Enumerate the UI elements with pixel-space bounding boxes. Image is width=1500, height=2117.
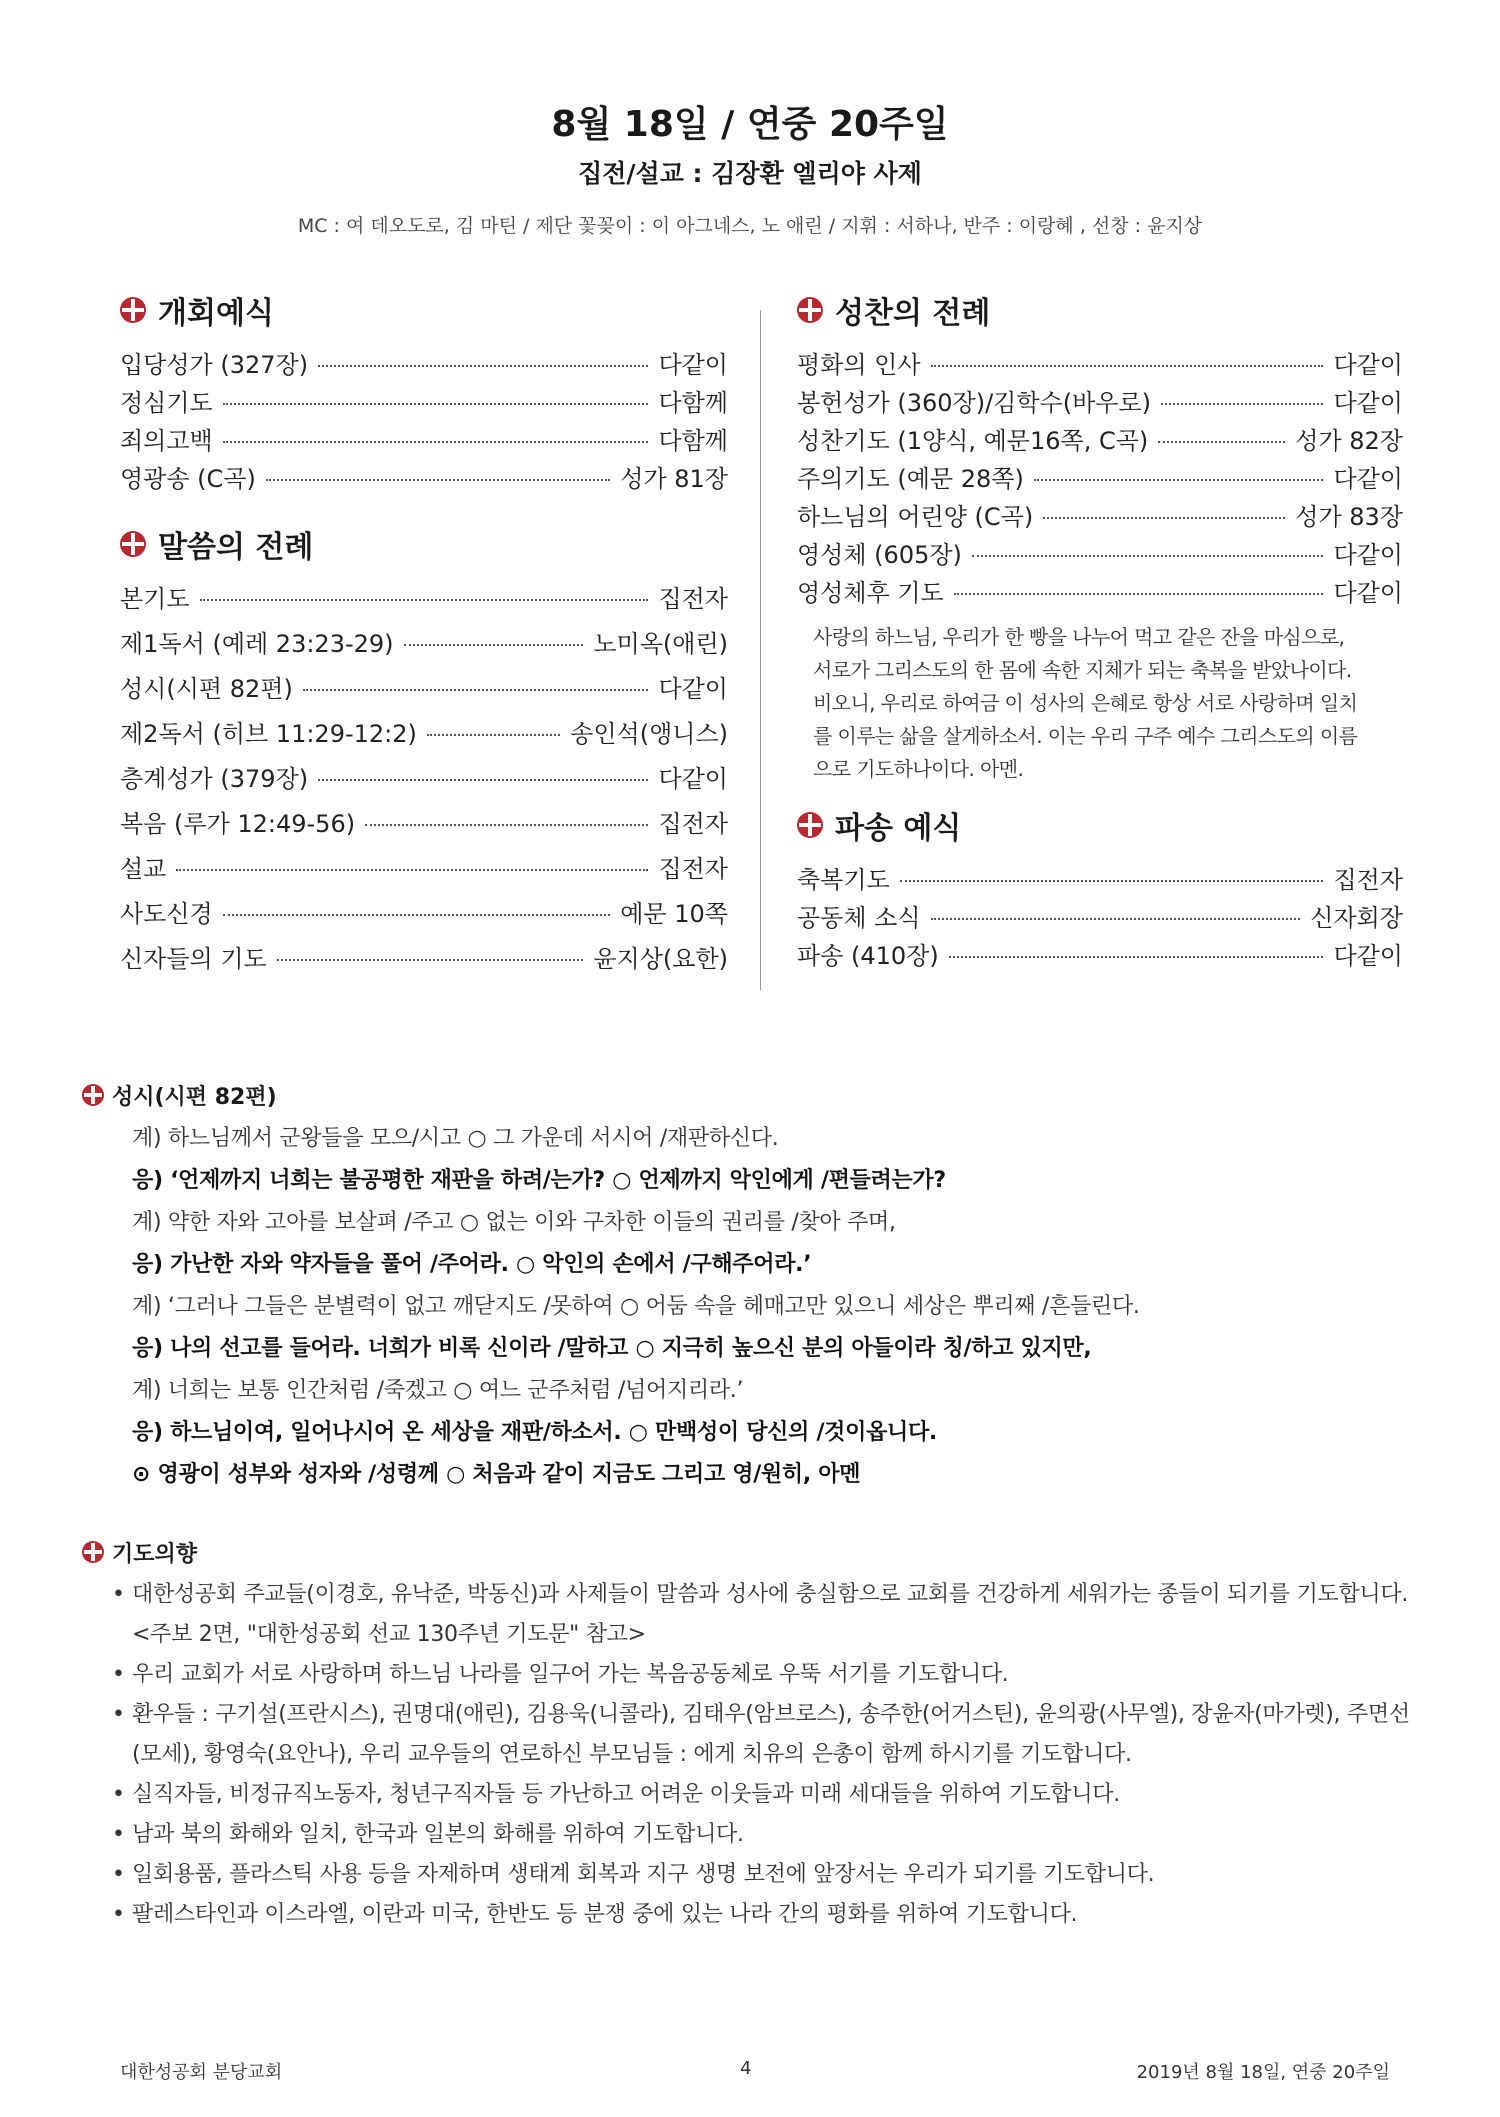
psalm-line: 계) 약한 자와 고아를 보살펴 /주고 ○ 없는 이와 구차한 이들의 권리를 /찾아 주며, <box>132 1210 896 1235</box>
list-item: 층계성가 (379장) 다같이 <box>120 765 728 793</box>
list-item: 복음 (루가 12:49-56) 집전자 <box>120 810 728 838</box>
psalm-line: 응) 하느님이여, 일어나시어 온 세상을 재판/하소서. ○ 만백성이 당신의 /것이옵니다. <box>132 1420 937 1445</box>
list-item: 하느님의 어린양 (C곡) 성가 83장 <box>797 503 1403 531</box>
psalm-line: ⊙ 영광이 성부와 성자와 /성령께 ○ 처음과 같이 지금도 그리고 영/원히, 아멘 <box>132 1462 861 1487</box>
cross-icon <box>797 812 823 838</box>
list-item: 영성체후 기도 다같이 <box>797 579 1403 607</box>
list-item: 제2독서 (히브 11:29-12:2) 송인석(앵니스) <box>120 720 728 748</box>
cross-icon <box>120 297 146 323</box>
list-item: 평화의 인사 다같이 <box>797 351 1403 379</box>
footer-page-number: 4 <box>740 2058 752 2079</box>
list-item: 주의기도 (예문 28쪽) 다같이 <box>797 465 1403 493</box>
list-item: 제1독서 (예레 23:23-29) 노미옥(애린) <box>120 630 728 658</box>
list-item: • 팔레스타인과 이스라엘, 이란과 미국, 한반도 등 분쟁 중에 있는 나라 간의 평화를 위하여 기도합니다. <box>112 1895 1412 1935</box>
psalm-line: 응) 나의 선고를 들어라. 너희가 비록 신이라 /말하고 ○ 지극히 높으신 분의 아들이라 칭/하고 있지만, <box>132 1336 1092 1361</box>
cross-icon <box>120 531 146 557</box>
psalm-line: 응) 가난한 자와 약자들을 풀어 /주어라. ○ 악인의 손에서 /구해주어라.’ <box>132 1252 812 1277</box>
list-item: 본기도 집전자 <box>120 585 728 613</box>
opening-list <box>120 345 728 497</box>
column-divider <box>760 310 761 990</box>
list-item: • 우리 교회가 서로 사랑하며 하느님 나라를 일구어 가는 복음공동체로 우뚝 서기를 기도합니다. <box>112 1655 1412 1695</box>
list-item: • 일회용품, 플라스틱 사용 등을 자제하며 생태계 회복과 지구 생명 보전에 앞장서는 우리가 되기를 기도합니다. <box>112 1855 1412 1895</box>
dismissal-list <box>797 860 1403 974</box>
list-item: • 환우들 : 구기설(프란시스), 권명대(애린), 김용욱(니콜라), 김태우(암브로스), 송주한(어거스틴), 윤의광(사무엘), 장윤자(마가렛), 주면선(모세), 황영숙(요안나), 우리 교우들의 연로하신 부모님들 : 에게 치유의 은총이 함께 하시기를 기도합니다. <box>112 1695 1412 1775</box>
word-list <box>120 579 728 984</box>
list-item: 성시(시편 82편) 다같이 <box>120 675 728 703</box>
prayer-intentions <box>82 1535 1412 1935</box>
section-title-dismissal: 파송 예식 <box>797 800 1403 850</box>
psalm-title: 성시(시편 82편) <box>82 1078 1402 1112</box>
list-item: • 실직자들, 비정규직노동자, 청년구직자들 등 가난하고 어려운 이웃들과 미래 세대들을 위하여 기도합니다. <box>112 1775 1412 1815</box>
psalm-line: 계) 너희는 보통 인간처럼 /죽겠고 ○ 여느 군주처럼 /넘어지리라.’ <box>132 1378 744 1403</box>
footer-church: 대한성공회 분당교회 <box>120 2062 283 2083</box>
credits-line: MC : 여 데오도로, 김 마틴 / 제단 꽃꽂이 : 이 아그네스, 노 애린 / 지휘 : 서하나, 반주 : 이랑혜 , 선창 : 윤지상 <box>297 215 1203 237</box>
section-title-word: 말씀의 전례 <box>120 519 728 569</box>
cross-icon <box>82 1084 104 1106</box>
list-item: 죄의고백 다함께 <box>120 427 728 455</box>
list-item: 영성체 (605장) 다같이 <box>797 541 1403 569</box>
page-title: 8월 18일 / 연중 20주일 <box>551 104 949 145</box>
list-item: 입당성가 (327장) 다같이 <box>120 351 728 379</box>
list-item: 축복기도 집전자 <box>797 866 1403 894</box>
psalm-line: 계) 하느님께서 군왕들을 모으/시고 ○ 그 가운데 서시어 /재판하신다. <box>132 1126 779 1151</box>
cross-icon <box>797 297 823 323</box>
section-title-eucharist: 성찬의 전례 <box>797 285 1403 335</box>
footer-date: 2019년 8월 18일, 연중 20주일 <box>1136 2062 1390 2083</box>
psalm-line: 응) ‘언제까지 너희는 불공평한 재판을 하려/는가? ○ 언제까지 악인에게 /편들려는가? <box>132 1168 946 1193</box>
eucharist-list <box>797 345 1403 611</box>
list-item: 사도신경 예문 10쪽 <box>120 900 728 928</box>
officiant-line: 집전/설교 : 김장환 엘리야 사제 <box>578 159 922 188</box>
left-column <box>120 285 728 984</box>
post-communion-prayer: 사랑의 하느님, 우리가 한 빵을 나누어 먹고 같은 잔을 마심으로, 서로가 그리스도의 한 몸에 속한 지체가 되는 축복을 받았나이다. 비오니, 우리로 하여금 이 성사의 은혜로 항상 서로 사랑하며 일치 를 이루는 삶을 살게하소서. 이는 우리 구주 예수 그리스도의 이름 으로 기도하나이다. 아멘. <box>813 625 1358 781</box>
bulletin-header <box>0 100 1500 240</box>
list-item: 설교 집전자 <box>120 855 728 883</box>
list-item: 공동체 소식 신자회장 <box>797 904 1403 932</box>
psalm-section <box>82 1078 1402 1496</box>
list-item: • 대한성공회 주교들(이경호, 유낙준, 박동신)과 사제들이 말씀과 성사에 충실함으로 교회를 건강하게 세워가는 종들이 되기를 기도합니다. <주보 2면, "대한성공회 선교 130주년 기도문" 참고> <box>112 1575 1412 1655</box>
intentions-title: 기도의향 <box>82 1535 1412 1569</box>
cross-icon <box>82 1541 104 1563</box>
list-item: 봉헌성가 (360장)/김학수(바우로) 다같이 <box>797 389 1403 417</box>
list-item: • 남과 북의 화해와 일치, 한국과 일본의 화해를 위하여 기도합니다. <box>112 1815 1412 1855</box>
right-column <box>797 285 1403 974</box>
section-title-opening: 개회예식 <box>120 285 728 335</box>
list-item: 영광송 (C곡) 성가 81장 <box>120 465 728 493</box>
intentions-list <box>82 1575 1412 1935</box>
list-item: 파송 (410장) 다같이 <box>797 942 1403 970</box>
list-item: 성찬기도 (1양식, 예문16쪽, C곡) 성가 82장 <box>797 427 1403 455</box>
psalm-line: 계) ‘그러나 그들은 분별력이 없고 깨닫지도 /못하여 ○ 어둠 속을 헤매고만 있으니 세상은 뿌리째 /흔들린다. <box>132 1294 1140 1319</box>
list-item: 정심기도 다함께 <box>120 389 728 417</box>
list-item: 신자들의 기도 윤지상(요한) <box>120 945 728 973</box>
